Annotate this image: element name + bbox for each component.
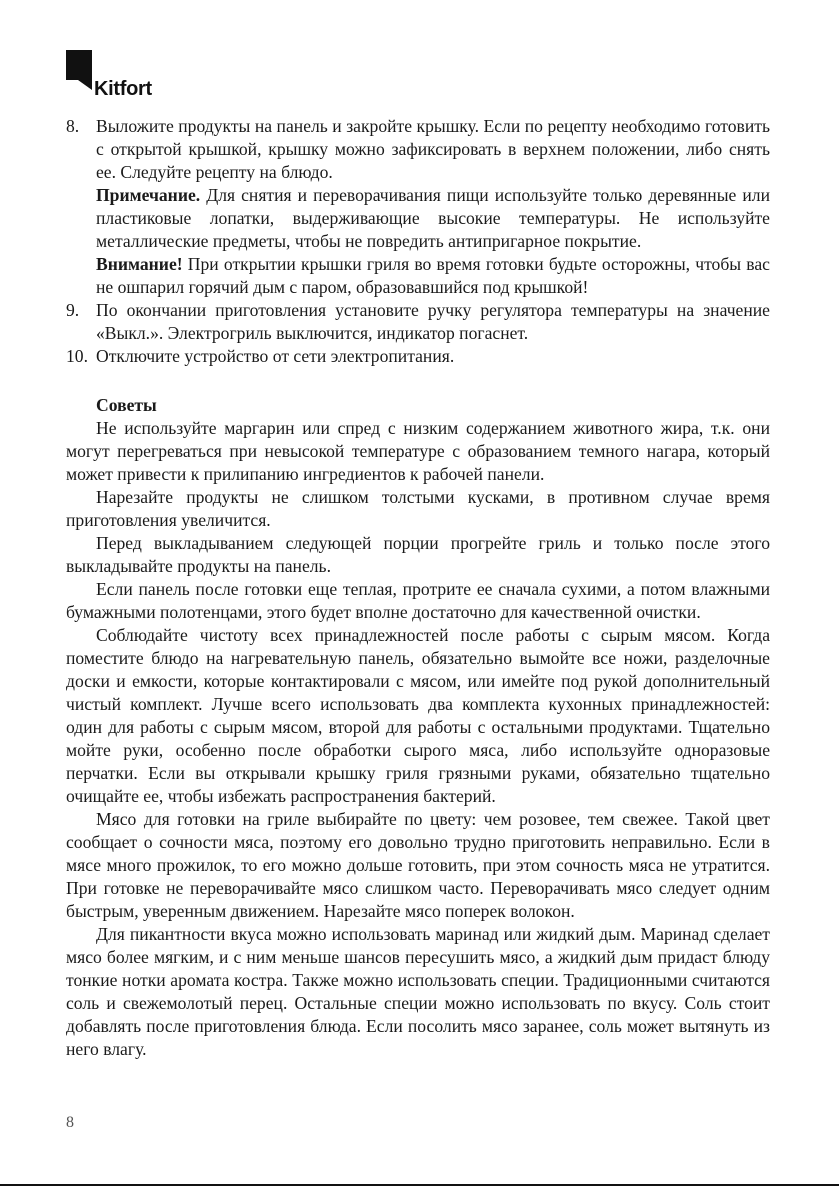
step-text: Выложите продукты на панель и закройте крышку. Если по рецепту необходимо готовить с открытой крышкой, крышку можно зафиксировать в верхнем положении, либо снять ее. Следуйте рецепту на блюдо. (96, 116, 770, 182)
step-note (96, 184, 770, 253)
tips-paragraph: Не используйте маргарин или спред с низким содержанием животного жира, т.к. они могут перегреваться при невысокой температуре с образованием темного нагара, который может привести к прилипанию ингредиентов к рабочей панели. (66, 418, 770, 484)
step-number: 9. (66, 300, 80, 320)
document-body (66, 115, 770, 1061)
tips-paragraph: Мясо для готовки на гриле выбирайте по цвету: чем розовее, тем свежее. Такой цвет сообщает о сочности мяса, поэтому его довольно трудно приготовить неправильно. Если в мясе много прожилок, то его можно дольше готовить, при этом сочность мяса не утратится. При готовке не переворачивайте мясо слишком часто. Переворачивать мясо следует одним быстрым, уверенным движением. Нарезайте мясо поперек волокон. (66, 809, 770, 921)
tips-paragraph: Если панель после готовки еще теплая, протрите ее сначала сухими, а потом влажными бумажными полотенцами, этого будет вполне достаточно для качественной очистки. (66, 579, 770, 622)
tips-paragraph: Перед выкладыванием следующей порции прогрейте гриль и только после этого выкладывайте продукты на панель. (66, 533, 770, 576)
brand-name: Kitfort (94, 78, 152, 100)
step-number: 8. (66, 116, 80, 136)
step-text: По окончании приготовления установите ручку регулятора температуры на значение «Выкл.». Электрогриль выключится, индикатор погаснет. (96, 300, 770, 343)
tips-paragraph: Соблюдайте чистоту всех принадлежностей после работы с сырым мясом. Когда поместите блюдо на нагревательную панель, обязательно вымойте все ножи, разделочные доски и емкости, которые контактировали с мясом, или имейте под рукой дополнительный чистый комплект. Лучше всего использовать два комплекта кухонных принадлежностей: один для работы с сырым мясом, второй для работы с остальными продуктами. Тщательно мойте руки, особенно после обработки сырого мяса, либо используйте одноразовые перчатки. Если вы открывали крышку гриля грязными руками, обязательно тщательно очищайте ее, чтобы избежать распространения бактерий. (66, 625, 770, 806)
tips-paragraph: Нарезайте продукты не слишком толстыми кусками, в противном случае время приготовления увеличится. (66, 487, 770, 530)
kitfort-logo-icon (66, 50, 92, 90)
tips-heading: Советы (96, 395, 157, 415)
step-10 (66, 345, 770, 368)
step-9 (66, 299, 770, 345)
note-label: Примечание. (96, 185, 201, 205)
warning-text: При открытии крышки гриля во время готовки будьте осторожны, чтобы вас не ошпарил горячий дым с паром, образовавшийся под крышкой! (96, 254, 770, 297)
step-warning (96, 253, 770, 299)
step-text: Отключите устройство от сети электропитания. (96, 346, 455, 366)
instruction-steps (66, 115, 770, 368)
note-text: Для снятия и переворачивания пищи используйте только деревянные или пластиковые лопатки, выдерживающие высокие температуры. Не используйте металлические предметы, чтобы не повредить антипригарное покрытие. (96, 185, 770, 251)
warning-label: Внимание! (96, 254, 183, 274)
step-number: 10. (66, 346, 88, 366)
bottom-divider (0, 1184, 839, 1186)
page-number: 8 (66, 1114, 74, 1131)
tips-paragraph: Для пикантности вкуса можно использовать маринад или жидкий дым. Маринад сделает мясо более мягким, и с ним меньше шансов пересушить мясо, а жидкий дым придаст блюду тонкие нотки аромата костра. Также можно использовать специи. Традиционными считаются соль и свежемолотый перец. Остальные специи можно использовать по вкусу. Соль стоит добавлять после приготовления блюда. Если посолить мясо заранее, соль может вытянуть из него влагу. (66, 924, 770, 1059)
step-8 (66, 115, 770, 299)
